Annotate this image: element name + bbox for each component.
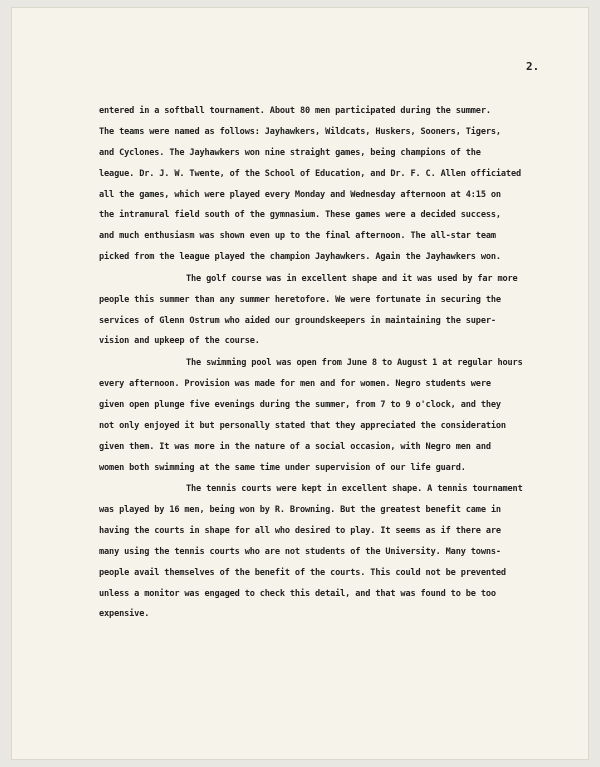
text-line: vision and upkeep of the course. [99,336,260,347]
text-line: unless a monitor was engaged to check this detail, and that was found to be too [99,588,496,599]
text-line: The tennis courts were kept in excellent shape. A tennis tournament [186,484,523,495]
text-line: given open plunge five evenings during the summer, from 7 to 9 o'clock, and they [99,400,501,411]
paragraph-softball [99,101,571,268]
text-line: entered in a softball tournament. About 80 men participated during the summer. [99,106,491,116]
text-line: The teams were named as follows: Jayhawkers, Wildcats, Huskers, Sooners, Tigers, [99,126,501,137]
text-line: many using the tennis courts who are not students of the University. Many towns- [99,546,501,557]
text-line: people avail themselves of the benefit of the courts. This could not be prevented [99,567,506,578]
text-line: and Cyclones. The Jayhawkers won nine straight games, being champions of the [99,147,481,158]
text-line: having the courts in shape for all who desired to play. It seems as if there are [99,525,501,536]
text-line: and much enthusiasm was shown even up to the final afternoon. The all-star team [99,231,496,242]
text-line: expensive. [99,609,150,620]
text-line: every afternoon. Provision was made for men and for women. Negro students were [99,379,491,390]
paragraph-swimming [99,353,571,478]
body-text [99,101,571,625]
text-line: given them. It was more in the nature of a social occasion, with Negro men and [99,441,491,452]
text-line: women both swimming at the same time under supervision of our life guard. [99,462,466,473]
text-line: all the games, which were played every Monday and Wednesday afternoon at 4:15 on [99,189,501,200]
text-line: services of Glenn Ostrum who aided our groundskeepers in maintaining the super- [99,315,496,326]
text-line: not only enjoyed it but personally stated that they appreciated the consideration [99,420,506,431]
text-line: the intramural field south of the gymnasium. These games were a decided success, [99,210,501,221]
document-page [12,8,588,759]
paragraph-tennis [99,479,571,625]
text-line: was played by 16 men, being won by R. Browning. But the greatest benefit came in [99,505,501,516]
paragraph-golf [99,269,571,353]
text-line: The swimming pool was open from June 8 to August 1 at regular hours [186,358,523,369]
text-line: picked from the league played the champion Jayhawkers. Again the Jayhawkers won. [99,252,501,263]
page-number: 2. [526,60,540,73]
text-line: The golf course was in excellent shape and it was used by far more [186,273,518,284]
text-line: league. Dr. J. W. Twente, of the School of Education, and Dr. F. C. Allen officiated [99,168,522,179]
text-line: people this summer than any summer heretofore. We were fortunate in securing the [99,294,501,305]
